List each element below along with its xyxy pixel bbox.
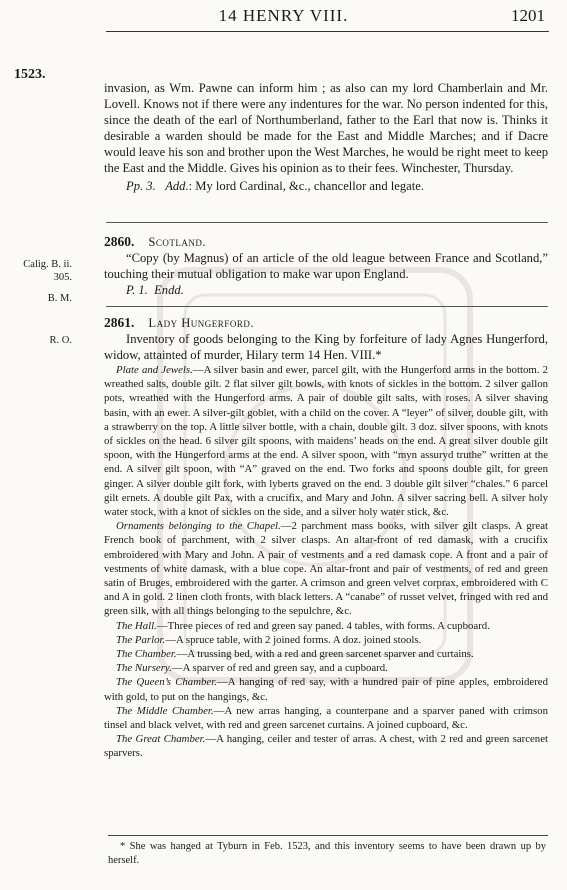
entry-number: 2861. [104,315,135,330]
entry-title: Scotland. [148,235,207,249]
section-heading: The Great Chamber. [116,733,206,746]
entry-2860-meta [104,282,548,298]
inventory-section [104,704,548,732]
section-text: —A hanging, ceiler and tester of arras. A chest, with 2 red and green sarcenet sparvers. [104,733,548,760]
intro-add-text: : My lord Cardinal, &c., chancellor and legate. [188,179,424,193]
section-heading: The Chamber. [116,648,177,661]
intro-block [104,80,548,194]
entry-title: Lady Hungerford. [148,316,254,330]
header-rule [106,31,549,32]
entry-2860-pages: P. 1. [126,283,148,297]
entry-2861-heading [104,315,548,331]
inventory-section [104,619,548,633]
entry-2860-heading [104,234,548,250]
entry-2860-ref [14,258,72,284]
entry-2860-text: “Copy (by Magnus) of an article of the old league between France and Scotland,” touching their mutual obligation to make war upon England. [104,251,548,281]
inventory-section [104,363,548,519]
section-heading: Plate and Jewels. [116,364,193,376]
entry-number: 2860. [104,234,135,249]
entry-2861 [104,315,548,761]
page-number: 1201 [511,6,545,25]
inventory-section [104,647,548,661]
section-text: —A sparver of red and green say, and a cupboard. [171,662,388,675]
section-heading: The Hall. [116,619,157,632]
section-text: —A silver basin and ewer, parcel gilt, with the Hungerford arms in the bottom. 2 wreathed salts, double gilt. 2 flat silver gilt bowls, with knots of sickles in the bottom. 2 silver gallon pots, wreathed with the Hungerford arms. A pair of double gilt salts, with roses. A silver shaving basin, with an ewer. A silver-gilt goblet, with a child on the cover. A “leyer” of silver, double gilt, with a strawberry on the top. A little silver bottle, with a chain, double gilt. 3 doz. silver spoons, with knots of sickles on the head. 6 silver gilt spoons, with maidens’ heads on the end. A great silver double gilt spoon, with the Hungerford arms at the end. A silver spoon, with “myn assuryd truthe” written at the end. A silver gilt spoon, with “A” graved on the end. Two forks and spoons double gilt, for green ginger. A silver double gilt fork, with lyberts graved on the end. 3 double gilt silver “chales.” 6 parcel gilt ernets. A double gilt Pax, with a crucifix, and Mary and John. A silver sacring bell. A silver holy water stock, with a knot of sickles on the side, and a silver holy water stick, &c. [104,364,548,519]
section-heading: The Parlor. [116,633,166,646]
section-heading: The Queen’s Chamber. [116,676,217,689]
inventory-section [104,661,548,675]
entry-2861-intro: Inventory of goods belonging to the King by forfeiture of lady Agnes Hungerford, widow, attainted of murder, Hilary term 14 Hen. VIII.* [104,332,548,362]
section-text: —A spruce table, with 2 joined forms. A doz. joined stools. [165,633,422,646]
entry-2860 [104,234,548,298]
inventory-list [104,363,548,761]
section-heading: The Nursery. [116,662,172,675]
entry-2861-source: R. O. [49,335,72,346]
intro-add-label: Add. [165,179,189,193]
ref-line: 305. [53,272,72,283]
entry-separator [106,306,548,307]
section-heading: Ornaments belonging to the Chapel. [116,520,281,533]
running-header-title: 14 HENRY VIII. [218,6,349,25]
footnote: * She was hanged at Tyburn in Feb. 1523, and this inventory seems to have been drawn up by herself. [108,841,546,866]
section-text: —Three pieces of red and green say paned. 4 tables, with forms. A cupboard. [156,619,490,632]
ref-line: Calig. B. ii. [23,259,72,270]
intro-paragraph: invasion, as Wm. Pawne can inform him ; as also can my lord Chamberlain and Mr. Lovell. Knows not if there were any indentures for the war. No person indented for this, since the death of the earl of Northumberland, father to the Earl that now is. Thinks it desirable a warden should be made for the East and Middle Marches; and if Dacre would leave his son and brother upon the West Marches, he would be right meet to keep the East and the Middle. Gives his opinion as to their fees. Winchester, Thursday. [104,81,548,175]
section-text: —A new arras hanging, a counterpane and a sparver paned with crimson tinsel and black velvet, with red and green sarcenet curtains. A joined cupboard, &c. [104,704,548,732]
section-text: —A trussing bed, with a red and green sarcenet sparver and curtains. [176,648,474,661]
margin-year: 1523. [14,67,46,82]
intro-pages: Pp. 3. [126,179,156,193]
intro-meta [104,178,548,194]
inventory-section [104,675,548,703]
inventory-section [104,732,548,760]
footnote-rule [108,835,548,836]
section-text: —A hanging of red say, with a hundred pair of pine apples, embroidered with gold, to put on the hangings, &c. [104,676,548,703]
entry-2860-endd: Endd. [154,283,184,297]
entry-2860-source: B. M. [47,293,72,304]
section-heading: The Middle Chamber. [116,704,214,717]
entry-separator [106,222,548,223]
section-text: —2 parchment mass books, with silver gilt clasps. A great French book of parchment, with 2 silver clasps. An altar-front of red damask, with a crucifix embroidered with Mary and John. A pair of vestments and a red damask cope. A front and a pair of vestments of white damask, with a blue cope. An altar-front and pair of vestments, of red and green satin of Bruges, embroidered with the garter. A crimson and green velvet corprax, embroidered with C and A in gold. 2 linen cloth fronts, with black letters. A “canabe” of russet velvet, fringed with red and green silk, with all things belonging to the sepulchre, &c. [104,520,548,618]
inventory-section [104,519,548,618]
inventory-section [104,633,548,647]
